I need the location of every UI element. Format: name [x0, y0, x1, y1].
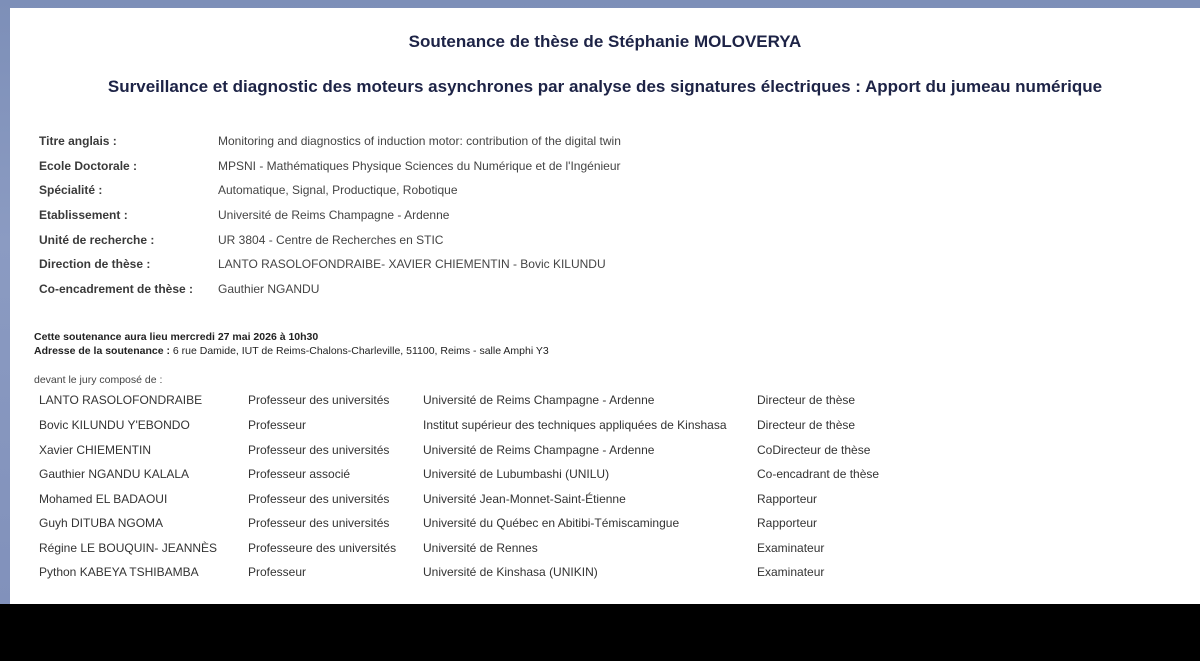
jury-university: Institut supérieur des techniques appliquées de Kinshasa — [423, 418, 727, 432]
jury-role: Directeur de thèse — [757, 418, 856, 432]
defense-date-text: Cette soutenance aura lieu mercredi 27 mai 2026 à 10h30 — [34, 331, 319, 343]
jury-role: Examinateur — [757, 541, 825, 555]
jury-university: Université de Rennes — [423, 541, 538, 555]
jury-university: Université de Kinshasa (UNIKIN) — [423, 565, 598, 579]
detail-value: Automatique, Signal, Productique, Robotique — [218, 183, 458, 197]
jury-role: Co-encadrant de thèse — [757, 467, 880, 481]
detail-value: Gauthier NGANDU — [218, 282, 320, 296]
jury-name: LANTO RASOLOFONDRAIBE — [39, 393, 203, 407]
detail-label: Ecole Doctorale : — [39, 159, 138, 173]
jury-grade: Professeur — [248, 418, 307, 432]
jury-grade: Professeur des universités — [248, 492, 390, 506]
jury-grade: Professeur associé — [248, 467, 351, 481]
jury-name: Gauthier NGANDU KALALA — [39, 467, 190, 481]
jury-grade: Professeur — [248, 565, 307, 579]
jury-role: Directeur de thèse — [757, 393, 856, 407]
jury-name: Guyh DITUBA NGOMA — [39, 516, 164, 530]
jury-name: Bovic KILUNDU Y'EBONDO — [39, 418, 190, 432]
defense-address — [34, 345, 549, 357]
jury-university: Université de Reims Champagne - Ardenne — [423, 443, 655, 457]
detail-label: Direction de thèse : — [39, 257, 151, 271]
detail-value: Université de Reims Champagne - Ardenne — [218, 208, 450, 222]
jury-university: Université du Québec en Abitibi-Témiscamingue — [423, 516, 680, 530]
jury-grade: Professeure des universités — [248, 541, 397, 555]
jury-grade: Professeur des universités — [248, 443, 390, 457]
detail-value: LANTO RASOLOFONDRAIBE- XAVIER CHIEMENTIN - Bovic KILUNDU — [218, 257, 606, 271]
detail-value: Monitoring and diagnostics of induction motor: contribution of the digital twin — [218, 134, 621, 148]
jury-intro: devant le jury composé de : — [34, 374, 163, 386]
defense-date — [34, 331, 318, 343]
jury-role: Examinateur — [757, 565, 825, 579]
page-title: Soutenance de thèse de Stéphanie MOLOVERYA — [408, 32, 802, 51]
jury-role: Rapporteur — [757, 516, 818, 530]
detail-label: Unité de recherche : — [39, 233, 155, 247]
jury-role: CoDirecteur de thèse — [757, 443, 871, 457]
document-page — [10, 8, 1200, 604]
detail-label: Titre anglais : — [39, 134, 117, 148]
defense-address-value: 6 rue Damide, IUT de Reims-Chalons-Charleville, 51100, Reims - salle Amphi Y3 — [172, 345, 549, 357]
jury-university: Université de Lubumbashi (UNILU) — [423, 467, 610, 481]
jury-name: Mohamed EL BADAOUI — [39, 492, 168, 506]
detail-label: Spécialité : — [39, 183, 103, 197]
jury-role: Rapporteur — [757, 492, 818, 506]
jury-name: Régine LE BOUQUIN- JEANNÈS — [39, 541, 218, 555]
jury-university: Université de Reims Champagne - Ardenne — [423, 393, 655, 407]
jury-name: Python KABEYA TSHIBAMBA — [39, 565, 199, 579]
detail-label: Etablissement : — [39, 208, 128, 222]
detail-value: UR 3804 - Centre de Recherches en STIC — [218, 233, 444, 247]
jury-grade: Professeur des universités — [248, 516, 390, 530]
thesis-title: Surveillance et diagnostic des moteurs asynchrones par analyse des signatures électriques : Apport du jumeau numérique — [107, 77, 1103, 96]
detail-label: Co-encadrement de thèse : — [39, 282, 194, 296]
jury-university: Université Jean-Monnet-Saint-Étienne — [423, 492, 626, 506]
jury-grade: Professeur des universités — [248, 393, 390, 407]
detail-value: MPSNI - Mathématiques Physique Sciences du Numérique et de l'Ingénieur — [218, 159, 621, 173]
jury-name: Xavier CHIEMENTIN — [39, 443, 152, 457]
defense-address-label: Adresse de la soutenance : — [34, 345, 170, 357]
